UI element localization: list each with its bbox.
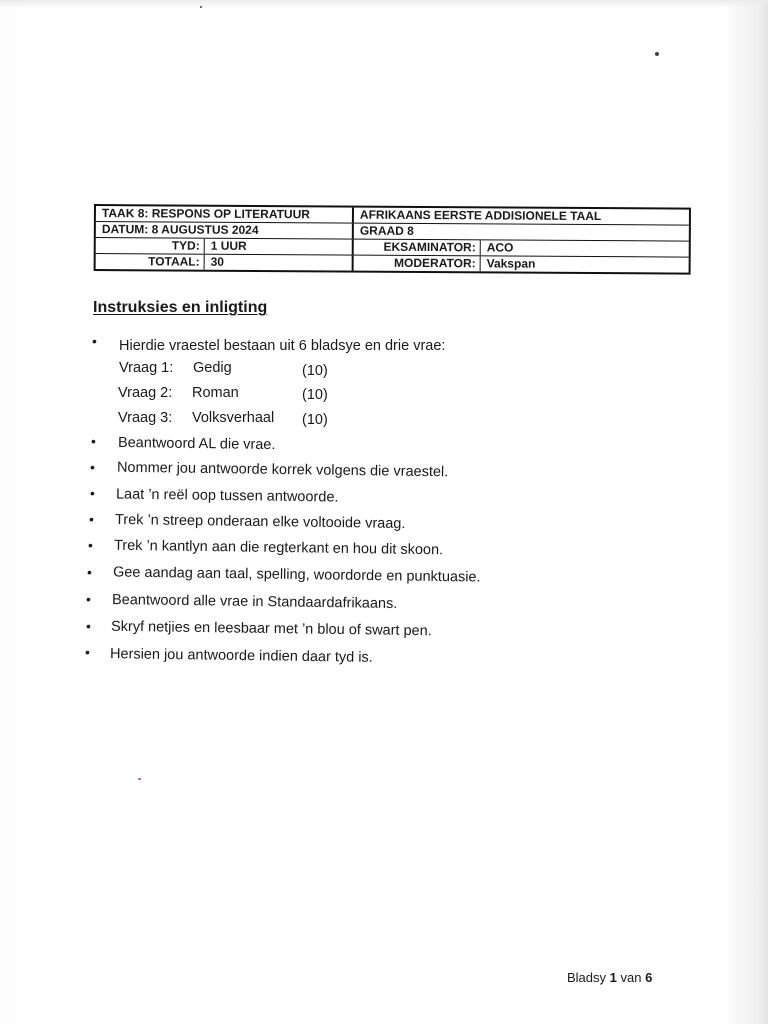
total-label: TOTAAL: [148, 254, 200, 269]
bullet-icon: • [90, 485, 95, 501]
instructions-heading: Instruksies en inligting [93, 299, 268, 316]
bullet-icon: • [89, 511, 94, 527]
scan-speck [655, 52, 659, 56]
instruction-item: Skryf netjies en leesbaar met ’n blou of swart pen. [110, 618, 432, 640]
bullet-icon: • [88, 537, 93, 553]
page-prefix: Bladsy [567, 970, 607, 985]
total-value: 30 [204, 255, 352, 271]
subject-name: AFRIKAANS EERSTE ADDISIONELE TAAL [359, 207, 602, 224]
time-value: 1 UUR [204, 239, 352, 255]
moderator-label: MODERATOR: [394, 255, 476, 271]
bullet-icon: • [86, 618, 91, 634]
instruction-item: Hersien jou antwoorde indien daar tyd is. [109, 646, 373, 666]
header-row-4 [96, 254, 689, 273]
bullet-icon: • [92, 333, 97, 349]
exam-date: DATUM: 8 AUGUSTUS 2024 [101, 222, 259, 238]
examiner-label: EKSAMINATOR: [383, 239, 476, 255]
instruction-item: Trek ’n streep onderaan elke voltooide vraag. [114, 511, 406, 533]
question-label: Vraag 2: [118, 385, 173, 401]
question-name: Volksverhaal [192, 410, 275, 426]
examiner-value: ACO [480, 240, 689, 256]
moderator-value: Vakspan [480, 256, 689, 272]
question-name: Roman [192, 385, 239, 401]
page-number [567, 970, 652, 985]
page-total: 6 [645, 970, 653, 985]
scan-shadow [0, 0, 768, 8]
bullet-icon: • [86, 591, 91, 607]
instruction-item: Laat ’n reël oop tussen antwoorde. [115, 486, 339, 506]
grade: GRAAD 8 [359, 223, 414, 238]
instruction-item: Nommer jou antwoorde korrek volgens die vraestel. [116, 459, 449, 481]
task-title: TAAK 8: RESPONS OP LITERATUUR [101, 206, 310, 222]
instruction-item: Gee aandag aan taal, spelling, woordorde en punktuasie. [112, 564, 481, 586]
question-name: Gedig [193, 360, 232, 376]
bullet-icon: • [87, 564, 92, 580]
bullet-icon: • [85, 644, 90, 660]
scan-speck [200, 6, 202, 8]
intro-text: Hierdie vraestel bestaan uit 6 bladsye en drie vrae: [119, 338, 446, 354]
question-marks: (10) [302, 412, 328, 428]
exam-header-table [94, 204, 691, 275]
page-middle: van [620, 970, 642, 985]
scan-speck [138, 778, 141, 780]
question-label: Vraag 1: [119, 360, 174, 376]
question-marks: (10) [302, 363, 328, 379]
question-marks: (10) [302, 387, 328, 403]
page-current: 1 [609, 970, 617, 985]
time-label: TYD: [171, 238, 200, 253]
instruction-item: Beantwoord alle vrae in Standaardafrikaans. [111, 592, 398, 612]
bullet-icon: • [90, 459, 95, 475]
question-label: Vraag 3: [118, 410, 173, 426]
instruction-item: Beantwoord AL die vrae. [117, 434, 276, 454]
bullet-icon: • [91, 433, 96, 449]
instruction-item: Trek ’n kantlyn aan die regterkant en hou dit skoon. [113, 537, 444, 559]
